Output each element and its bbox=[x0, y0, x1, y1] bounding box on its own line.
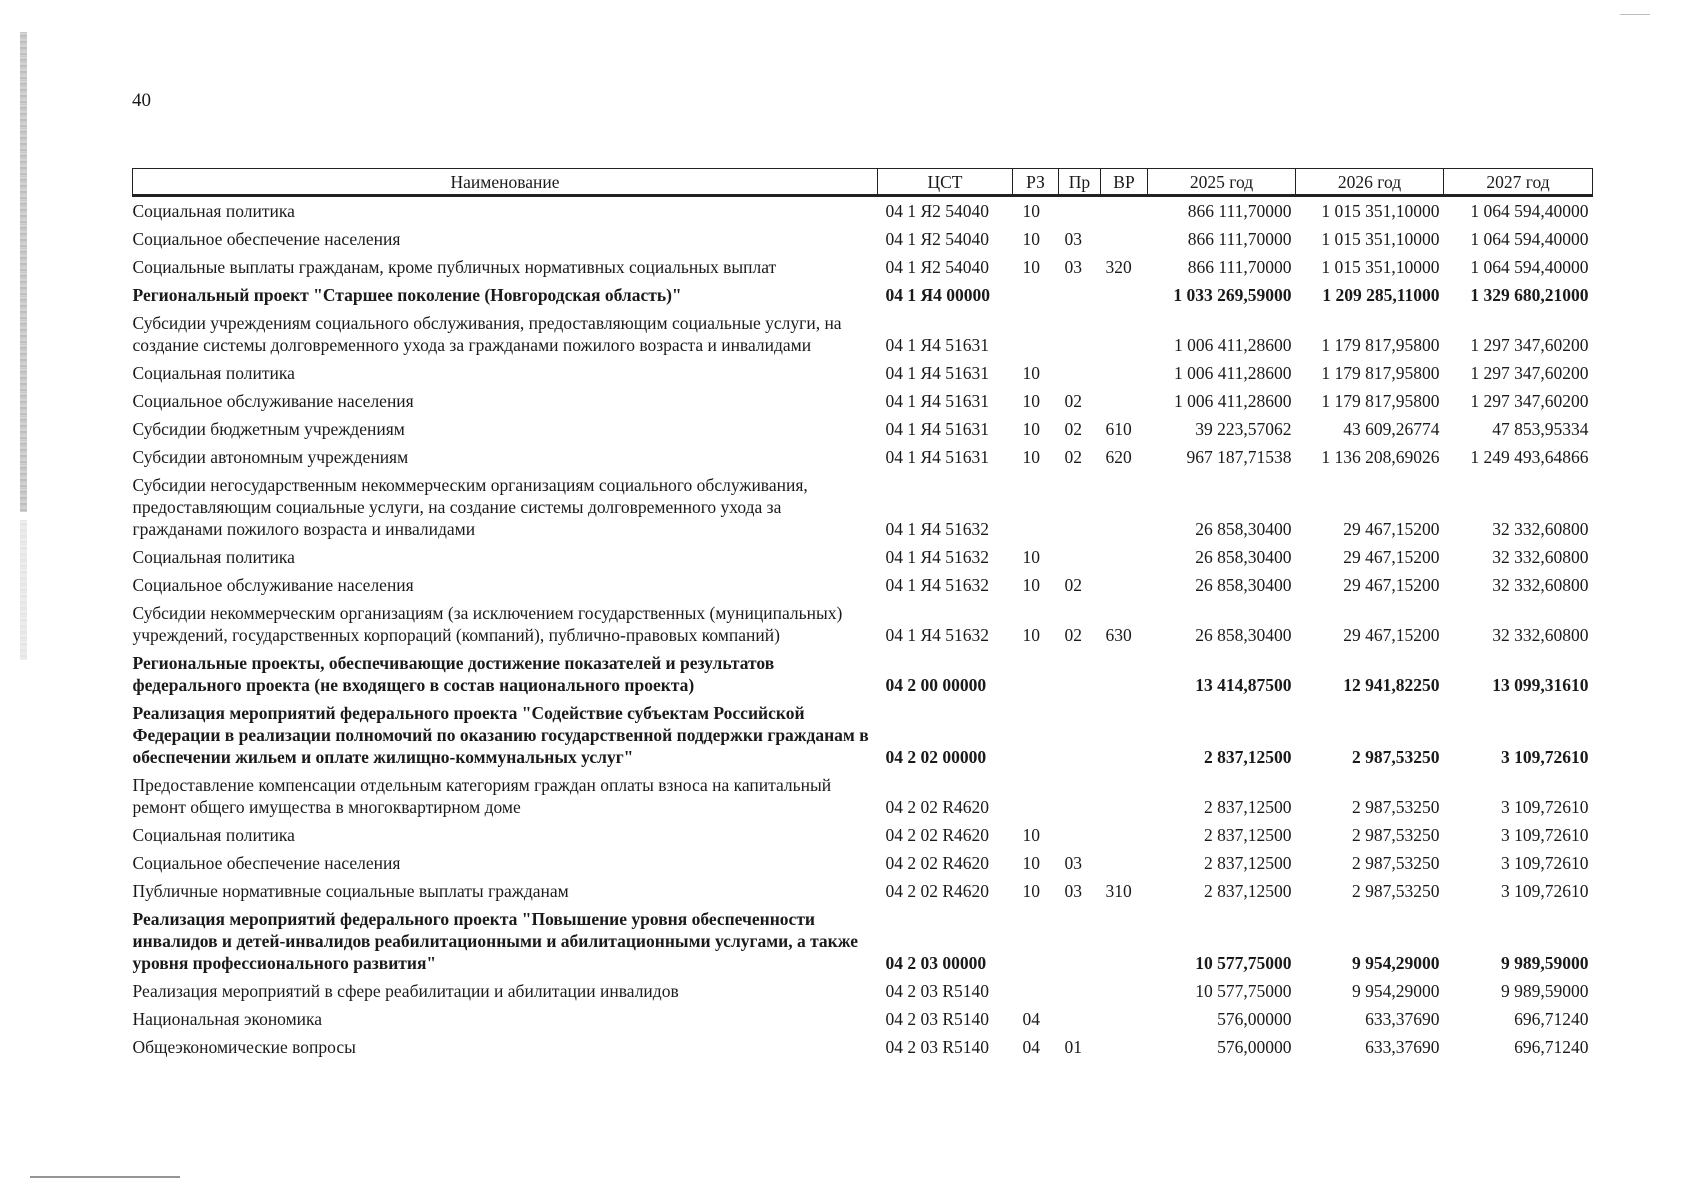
cell-2026: 29 467,15200 bbox=[1343, 519, 1440, 539]
cell-vr bbox=[1101, 387, 1148, 415]
cell-vr: 610 bbox=[1105, 419, 1132, 439]
cell-2026: 43 609,26774 bbox=[1343, 419, 1440, 439]
table-row bbox=[133, 309, 1593, 359]
cell-2026: 9 954,29000 bbox=[1352, 981, 1440, 1001]
cell-rz: 10 bbox=[1022, 825, 1040, 845]
cell-2027: 1 297 347,60200 bbox=[1470, 391, 1589, 411]
cell-name: Социальные выплаты гражданам, кроме публичных нормативных социальных выплат bbox=[132, 257, 777, 277]
cell-rz bbox=[1013, 281, 1059, 309]
cell-cst: 04 1 Я2 54040 bbox=[885, 257, 990, 277]
cell-2025: 866 111,70000 bbox=[1187, 257, 1292, 277]
cell-2027: 32 332,60800 bbox=[1492, 625, 1589, 645]
cell-vr: 320 bbox=[1105, 257, 1132, 277]
cell-rz: 10 bbox=[1022, 881, 1040, 901]
cell-pr bbox=[1059, 309, 1101, 359]
cell-2027: 1 297 347,60200 bbox=[1470, 335, 1589, 355]
table-row bbox=[133, 699, 1593, 771]
cell-2026: 1 136 208,69026 bbox=[1321, 447, 1440, 467]
cell-2026: 633,37690 bbox=[1365, 1037, 1440, 1057]
cell-vr bbox=[1101, 1033, 1148, 1061]
cell-cst: 04 2 02 R4620 bbox=[885, 853, 990, 873]
cell-2027: 32 332,60800 bbox=[1492, 575, 1589, 595]
cell-rz bbox=[1013, 309, 1059, 359]
table-row bbox=[133, 1005, 1593, 1033]
cell-2025: 13 414,87500 bbox=[1195, 675, 1292, 695]
cell-2027: 1 064 594,40000 bbox=[1470, 229, 1589, 249]
cell-2026: 1 179 817,95800 bbox=[1321, 363, 1440, 383]
cell-vr bbox=[1101, 649, 1148, 699]
scan-corner-mark bbox=[1620, 14, 1650, 15]
cell-2026: 2 987,53250 bbox=[1352, 881, 1440, 901]
table-row bbox=[133, 649, 1593, 699]
cell-2025: 26 858,30400 bbox=[1195, 575, 1292, 595]
cell-2025: 2 837,12500 bbox=[1204, 881, 1292, 901]
cell-2025: 10 577,75000 bbox=[1195, 953, 1292, 973]
cell-cst: 04 2 03 00000 bbox=[885, 953, 987, 973]
cell-2025: 1 006 411,28600 bbox=[1174, 391, 1292, 411]
cell-name: Субсидии учреждениям социального обслуживания, предоставляющим социальные услуги, на создание системы долговременного ухода за гражданами пожилого возраста и инвалидами bbox=[132, 313, 842, 355]
header-name: Наименование bbox=[133, 169, 878, 196]
cell-name: Общеэкономические вопросы bbox=[132, 1037, 356, 1057]
cell-2026: 2 987,53250 bbox=[1352, 853, 1440, 873]
header-2026: 2026 год bbox=[1296, 169, 1444, 196]
cell-pr bbox=[1059, 471, 1101, 543]
cell-vr bbox=[1101, 471, 1148, 543]
cell-name: Социальное обеспечение населения bbox=[132, 229, 401, 249]
cell-rz bbox=[1013, 471, 1059, 543]
cell-name: Реализация мероприятий федерального проекта "Содействие субъектам Российской Федерации в реализации полномочий по оказанию государственной поддержки гражданам в обеспечении жильем и оплате жилищно-коммунальных услуг" bbox=[132, 703, 869, 767]
cell-vr: 620 bbox=[1105, 447, 1132, 467]
cell-pr bbox=[1059, 1005, 1101, 1033]
cell-2027: 1 064 594,40000 bbox=[1470, 257, 1589, 277]
cell-vr bbox=[1101, 1005, 1148, 1033]
cell-2025: 26 858,30400 bbox=[1195, 625, 1292, 645]
header-row bbox=[133, 169, 1593, 196]
cell-name: Реализация мероприятий федерального проекта "Повышение уровня обеспеченности инвалидов и детей-инвалидов реабилитационными и абилитационными услугами, а также уровня профессионального развития" bbox=[132, 909, 858, 973]
cell-2026: 2 987,53250 bbox=[1352, 747, 1440, 767]
header-rz: РЗ bbox=[1013, 169, 1059, 196]
cell-pr bbox=[1059, 699, 1101, 771]
cell-rz: 10 bbox=[1022, 391, 1040, 411]
cell-name: Субсидии некоммерческим организациям (за исключением государственных (муниципальных) учреждений, государственных корпораций (компаний), публично-правовых компаний) bbox=[132, 603, 843, 645]
cell-2026: 29 467,15200 bbox=[1343, 547, 1440, 567]
table-row bbox=[133, 571, 1593, 599]
cell-cst: 04 2 00 00000 bbox=[885, 675, 987, 695]
cell-2026: 12 941,82250 bbox=[1343, 675, 1440, 695]
table-row bbox=[133, 977, 1593, 1005]
cell-name: Предоставление компенсации отдельным категориям граждан оплаты взноса на капитальный ремонт общего имущества в многоквартирном доме bbox=[132, 775, 832, 817]
cell-cst: 04 2 02 00000 bbox=[885, 747, 987, 767]
cell-2027: 696,71240 bbox=[1514, 1009, 1589, 1029]
cell-rz bbox=[1013, 905, 1059, 977]
cell-name: Региональный проект "Старшее поколение (Новгородская область)" bbox=[132, 285, 682, 305]
table-row bbox=[133, 253, 1593, 281]
cell-vr: 310 bbox=[1105, 881, 1132, 901]
cell-cst: 04 2 02 R4620 bbox=[885, 881, 990, 901]
cell-vr bbox=[1101, 225, 1148, 253]
cell-name: Публичные нормативные социальные выплаты гражданам bbox=[132, 881, 569, 901]
cell-pr: 02 bbox=[1064, 575, 1082, 595]
cell-2025: 967 187,71538 bbox=[1186, 447, 1292, 467]
table-row bbox=[133, 387, 1593, 415]
cell-vr: 630 bbox=[1105, 625, 1132, 645]
cell-2026: 1 179 817,95800 bbox=[1321, 391, 1440, 411]
table-row bbox=[133, 196, 1593, 226]
cell-name: Реализация мероприятий в сфере реабилитации и абилитации инвалидов bbox=[132, 981, 679, 1001]
cell-cst: 04 2 02 R4620 bbox=[885, 797, 990, 817]
cell-2027: 47 853,95334 bbox=[1492, 419, 1589, 439]
cell-2027: 9 989,59000 bbox=[1501, 953, 1589, 973]
table-row bbox=[133, 849, 1593, 877]
cell-2027: 9 989,59000 bbox=[1501, 981, 1589, 1001]
table-row bbox=[133, 225, 1593, 253]
table-row bbox=[133, 415, 1593, 443]
cell-2025: 576,00000 bbox=[1217, 1037, 1292, 1057]
cell-cst: 04 1 Я4 51631 bbox=[885, 363, 990, 383]
cell-rz bbox=[1013, 977, 1059, 1005]
budget-table bbox=[132, 168, 1593, 1061]
cell-pr bbox=[1059, 359, 1101, 387]
cell-2025: 2 837,12500 bbox=[1204, 747, 1292, 767]
cell-name: Социальная политика bbox=[132, 363, 295, 383]
cell-pr: 02 bbox=[1064, 391, 1082, 411]
cell-pr bbox=[1059, 543, 1101, 571]
cell-rz bbox=[1013, 771, 1059, 821]
cell-vr bbox=[1101, 543, 1148, 571]
table-row bbox=[133, 599, 1593, 649]
cell-2025: 10 577,75000 bbox=[1195, 981, 1292, 1001]
scan-bottom-mark bbox=[30, 1176, 180, 1178]
cell-rz: 10 bbox=[1022, 363, 1040, 383]
cell-2025: 1 006 411,28600 bbox=[1174, 363, 1292, 383]
cell-rz: 10 bbox=[1022, 625, 1040, 645]
cell-vr bbox=[1101, 849, 1148, 877]
cell-cst: 04 1 Я4 00000 bbox=[885, 285, 991, 305]
cell-2026: 1 209 285,11000 bbox=[1322, 285, 1440, 305]
cell-rz: 04 bbox=[1022, 1009, 1040, 1029]
cell-2027: 1 297 347,60200 bbox=[1470, 363, 1589, 383]
table-row bbox=[133, 443, 1593, 471]
cell-vr bbox=[1101, 905, 1148, 977]
cell-rz bbox=[1013, 699, 1059, 771]
cell-pr bbox=[1059, 821, 1101, 849]
table-header bbox=[133, 169, 1593, 196]
cell-name: Социальная политика bbox=[132, 547, 295, 567]
cell-cst: 04 2 02 R4620 bbox=[885, 825, 990, 845]
cell-cst: 04 1 Я4 51631 bbox=[885, 335, 990, 355]
cell-vr bbox=[1101, 359, 1148, 387]
table-body bbox=[133, 196, 1593, 1062]
cell-vr bbox=[1101, 309, 1148, 359]
cell-2026: 1 015 351,10000 bbox=[1321, 257, 1440, 277]
cell-2027: 3 109,72610 bbox=[1501, 797, 1589, 817]
cell-vr bbox=[1101, 977, 1148, 1005]
cell-pr bbox=[1059, 649, 1101, 699]
cell-cst: 04 2 03 R5140 bbox=[885, 981, 990, 1001]
cell-pr: 02 bbox=[1064, 419, 1082, 439]
cell-vr bbox=[1101, 821, 1148, 849]
cell-2026: 2 987,53250 bbox=[1352, 825, 1440, 845]
cell-rz: 10 bbox=[1022, 229, 1040, 249]
cell-name: Региональные проекты, обеспечивающие достижение показателей и результатов федерального проекта (не входящего в состав национального проекта) bbox=[132, 653, 775, 695]
cell-2025: 576,00000 bbox=[1217, 1009, 1292, 1029]
cell-2026: 633,37690 bbox=[1365, 1009, 1440, 1029]
header-vr: ВР bbox=[1101, 169, 1148, 196]
cell-pr: 03 bbox=[1064, 257, 1082, 277]
cell-cst: 04 1 Я4 51632 bbox=[885, 519, 990, 539]
table-row bbox=[133, 905, 1593, 977]
cell-cst: 04 1 Я4 51631 bbox=[885, 447, 990, 467]
cell-2025: 26 858,30400 bbox=[1195, 547, 1292, 567]
cell-pr: 02 bbox=[1064, 447, 1082, 467]
cell-pr bbox=[1059, 281, 1101, 309]
cell-2025: 866 111,70000 bbox=[1187, 229, 1292, 249]
header-2027: 2027 год bbox=[1444, 169, 1593, 196]
cell-rz: 10 bbox=[1022, 201, 1040, 221]
table-row bbox=[133, 281, 1593, 309]
cell-pr bbox=[1059, 771, 1101, 821]
table-row bbox=[133, 1033, 1593, 1061]
cell-name: Субсидии негосударственным некоммерческим организациям социального обслуживания, предоставляющим социальные услуги, на создание системы долговременного ухода за гражданами пожилого возраста и инвалидами bbox=[132, 475, 808, 539]
scan-edge-artifact-lower bbox=[20, 520, 27, 660]
cell-pr bbox=[1059, 977, 1101, 1005]
table-row bbox=[133, 821, 1593, 849]
cell-2027: 1 329 680,21000 bbox=[1470, 285, 1589, 305]
table-row bbox=[133, 471, 1593, 543]
page-number: 40 bbox=[132, 90, 151, 111]
cell-pr: 03 bbox=[1064, 881, 1082, 901]
cell-2026: 1 179 817,95800 bbox=[1321, 335, 1440, 355]
cell-name: Социальная политика bbox=[132, 201, 295, 221]
cell-2025: 1 006 411,28600 bbox=[1174, 335, 1292, 355]
cell-2027: 13 099,31610 bbox=[1492, 675, 1589, 695]
header-pr: Пр bbox=[1059, 169, 1101, 196]
cell-2027: 1 249 493,64866 bbox=[1470, 447, 1589, 467]
cell-pr bbox=[1059, 905, 1101, 977]
cell-pr: 01 bbox=[1064, 1037, 1082, 1057]
table-row bbox=[133, 543, 1593, 571]
cell-name: Социальное обеспечение населения bbox=[132, 853, 401, 873]
cell-2025: 866 111,70000 bbox=[1187, 201, 1292, 221]
scan-edge-artifact bbox=[20, 32, 27, 512]
cell-cst: 04 2 03 R5140 bbox=[885, 1009, 990, 1029]
cell-rz: 10 bbox=[1022, 853, 1040, 873]
cell-2026: 1 015 351,10000 bbox=[1321, 229, 1440, 249]
cell-2027: 3 109,72610 bbox=[1501, 881, 1589, 901]
cell-2026: 9 954,29000 bbox=[1352, 953, 1440, 973]
table-row bbox=[133, 877, 1593, 905]
cell-rz: 10 bbox=[1022, 447, 1040, 467]
cell-name: Субсидии автономным учреждениям bbox=[132, 447, 409, 467]
cell-2027: 3 109,72610 bbox=[1501, 853, 1589, 873]
cell-cst: 04 1 Я4 51631 bbox=[885, 419, 990, 439]
cell-rz: 04 bbox=[1022, 1037, 1040, 1057]
cell-vr bbox=[1101, 771, 1148, 821]
cell-2026: 29 467,15200 bbox=[1343, 625, 1440, 645]
cell-2026: 2 987,53250 bbox=[1352, 797, 1440, 817]
cell-2027: 32 332,60800 bbox=[1492, 519, 1589, 539]
cell-2026: 1 015 351,10000 bbox=[1321, 201, 1440, 221]
cell-pr: 03 bbox=[1064, 853, 1082, 873]
cell-cst: 04 1 Я4 51632 bbox=[885, 575, 990, 595]
cell-rz: 10 bbox=[1022, 575, 1040, 595]
cell-pr: 03 bbox=[1064, 229, 1082, 249]
cell-name: Социальное обслуживание населения bbox=[132, 575, 414, 595]
cell-2025: 2 837,12500 bbox=[1204, 825, 1292, 845]
cell-2026: 29 467,15200 bbox=[1343, 575, 1440, 595]
cell-vr bbox=[1101, 196, 1148, 226]
cell-name: Социальная политика bbox=[132, 825, 295, 845]
cell-2027: 3 109,72610 bbox=[1501, 747, 1589, 767]
cell-2027: 3 109,72610 bbox=[1501, 825, 1589, 845]
cell-rz bbox=[1013, 649, 1059, 699]
cell-cst: 04 1 Я2 54040 bbox=[885, 229, 990, 249]
cell-cst: 04 1 Я2 54040 bbox=[885, 201, 990, 221]
cell-name: Национальная экономика bbox=[132, 1009, 323, 1029]
table-row bbox=[133, 359, 1593, 387]
table-row bbox=[133, 771, 1593, 821]
cell-2027: 696,71240 bbox=[1514, 1037, 1589, 1057]
cell-name: Социальное обслуживание населения bbox=[132, 391, 414, 411]
header-cst: ЦСТ bbox=[878, 169, 1013, 196]
cell-2025: 39 223,57062 bbox=[1195, 419, 1292, 439]
cell-vr bbox=[1101, 281, 1148, 309]
cell-cst: 04 1 Я4 51632 bbox=[885, 547, 990, 567]
cell-vr bbox=[1101, 699, 1148, 771]
cell-2025: 2 837,12500 bbox=[1204, 797, 1292, 817]
cell-cst: 04 1 Я4 51632 bbox=[885, 625, 990, 645]
cell-pr bbox=[1059, 196, 1101, 226]
cell-cst: 04 1 Я4 51631 bbox=[885, 391, 990, 411]
cell-pr: 02 bbox=[1064, 625, 1082, 645]
cell-rz: 10 bbox=[1022, 257, 1040, 277]
cell-name: Субсидии бюджетным учреждениям bbox=[132, 419, 405, 439]
header-2025: 2025 год bbox=[1148, 169, 1296, 196]
cell-rz: 10 bbox=[1022, 547, 1040, 567]
cell-2027: 1 064 594,40000 bbox=[1470, 201, 1589, 221]
cell-2025: 1 033 269,59000 bbox=[1173, 285, 1292, 305]
cell-rz: 10 bbox=[1022, 419, 1040, 439]
cell-2025: 26 858,30400 bbox=[1195, 519, 1292, 539]
cell-cst: 04 2 03 R5140 bbox=[885, 1037, 990, 1057]
cell-2025: 2 837,12500 bbox=[1204, 853, 1292, 873]
cell-vr bbox=[1101, 571, 1148, 599]
cell-2027: 32 332,60800 bbox=[1492, 547, 1589, 567]
